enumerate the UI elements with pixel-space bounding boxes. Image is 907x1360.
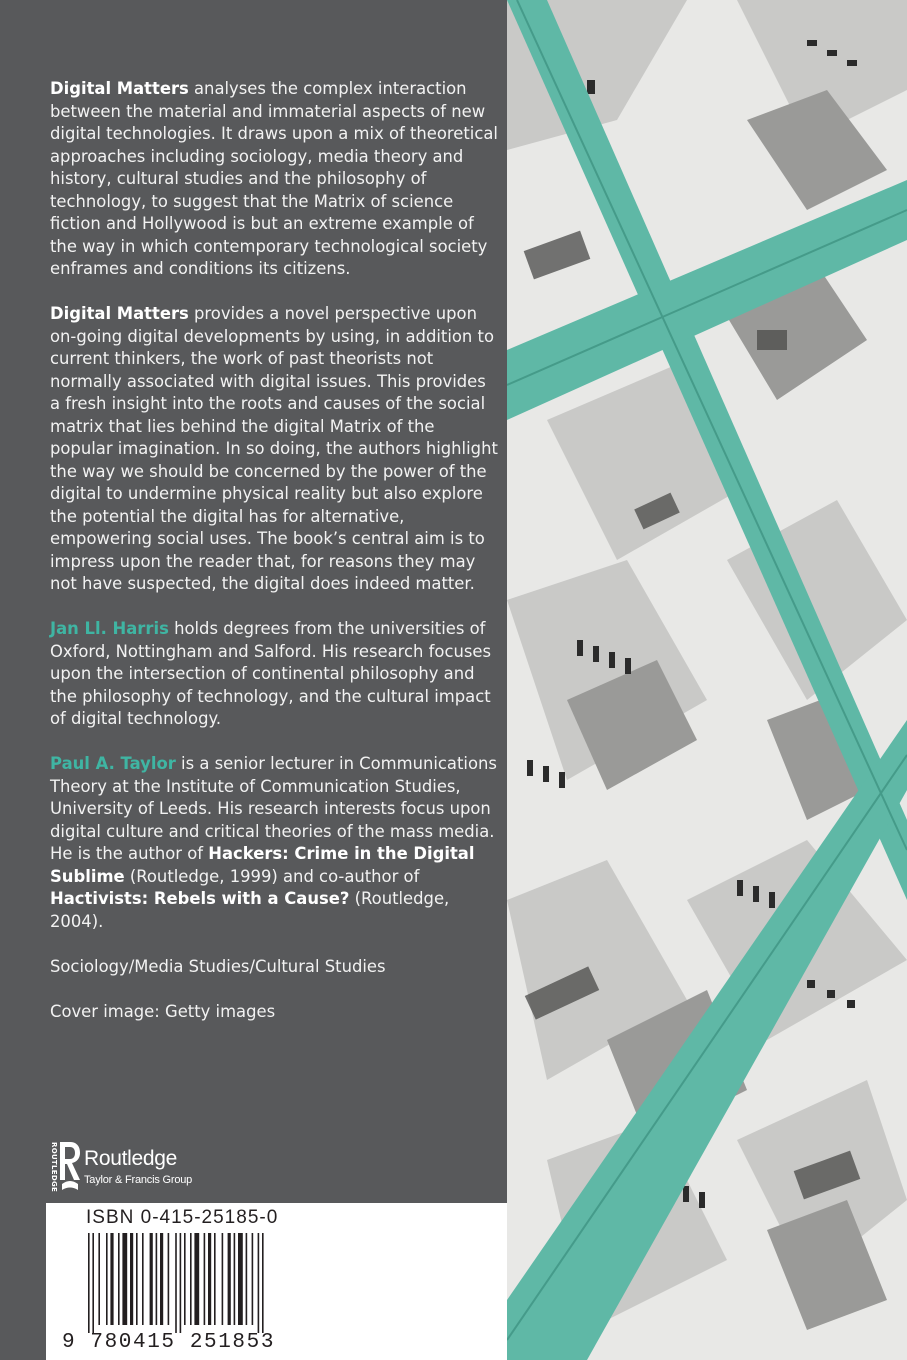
barcode-bar — [180, 1233, 182, 1333]
author-bio-taylor: Paul A. Taylor is a senior lecturer in Communications Theory at the Institute of Communication Studies, University of Leeds. His research interests focus upon digital culture and critical theories of the mass media. He is the author of Hackers: Crime in the Digital Sublime (Routledge, 1999) and co-author of Hactivists: Rebels with a Cause? (Routledge, 2004). — [50, 754, 497, 931]
blurb-paragraph-1: Digital Matters analyses the complex interaction between the material and immaterial aspects of new digital technologies. It draws upon a mix of theoretical approaches including sociology, media theory and history, cultural studies and the philosophy of technology, to suggest that the Matrix of science fiction and Hollywood is but an extreme example of the way in which contemporary technological society enframes and conditions its citizens. — [50, 79, 498, 278]
book-title-hactivists: Hactivists: Rebels with a Cause? — [50, 889, 350, 908]
publisher-logo — [46, 1140, 346, 1192]
barcode-bar — [194, 1233, 199, 1325]
barcode-bar — [228, 1233, 231, 1325]
barcode-bar — [262, 1233, 264, 1333]
blurb-paragraph-2: Digital Matters provides a novel perspective upon on-going digital developments by using, in addition to current thinkers, the work of past theorists not normally associated with digital issues. This provides a fresh insight into the roots and causes of the social matrix that lies behind the digital Matrix of the popular imagination. In so doing, the authors highlight the way we should be concerned by the power of the digital to undermine physical reality but also explore the potential the digital has for alternative, empowering social uses. The book’s central aim is to impress upon the reader that, for reasons they may not have suspected, the digital does indeed matter. — [50, 304, 498, 593]
routledge-r-icon — [58, 1140, 82, 1192]
barcode-bar — [122, 1233, 127, 1325]
subject-categories: Sociology/Media Studies/Cultural Studies — [50, 956, 386, 976]
title-emphasis: Digital Matters — [50, 79, 189, 98]
barcode-bar — [150, 1233, 153, 1325]
barcode-bar — [246, 1233, 248, 1325]
barcode — [86, 1233, 306, 1333]
barcode-bar — [88, 1233, 90, 1333]
barcode-bar — [184, 1233, 186, 1325]
barcode-bar — [214, 1233, 216, 1325]
barcode-bar — [234, 1233, 236, 1325]
barcode-bar — [98, 1233, 100, 1325]
barcode-bar — [168, 1233, 170, 1325]
title-emphasis: Digital Matters — [50, 304, 189, 323]
barcode-bar — [208, 1233, 211, 1325]
isbn-label: ISBN 0-415-25185-0 — [86, 1207, 279, 1228]
barcode-bar — [142, 1233, 144, 1325]
barcode-bar — [238, 1233, 243, 1325]
cover-credit: Cover image: Getty images — [50, 1001, 276, 1021]
barcode-box — [46, 1203, 507, 1360]
barcode-bar — [190, 1233, 192, 1325]
barcode-digits: 9 780415 251853 — [62, 1331, 276, 1354]
barcode-bar — [136, 1233, 138, 1325]
barcode-bar — [130, 1233, 133, 1325]
publisher-vertical-text: ROUTLEDGE — [50, 1142, 58, 1193]
barcode-bar — [110, 1233, 113, 1325]
publisher-group: Taylor & Francis Group — [84, 1174, 193, 1186]
author-name-taylor: Paul A. Taylor — [50, 754, 176, 773]
barcode-bar — [118, 1233, 120, 1325]
cover-aerial-city-image — [507, 0, 907, 1360]
barcode-bar — [160, 1233, 163, 1325]
barcode-bar — [252, 1233, 254, 1325]
barcode-bar — [204, 1233, 206, 1325]
barcode-bar — [175, 1233, 177, 1333]
author-name-harris: Jan Ll. Harris — [50, 619, 169, 638]
barcode-bar — [92, 1233, 94, 1333]
blurb — [50, 78, 498, 1046]
publisher-name: Routledge — [84, 1147, 178, 1170]
barcode-bar — [106, 1233, 108, 1325]
barcode-bar — [222, 1233, 224, 1325]
barcode-bar — [156, 1233, 158, 1325]
book-title-hackers: Hackers: Crime in the Digital Sublime — [50, 844, 475, 886]
barcode-bar — [258, 1233, 260, 1333]
author-bio-harris: Jan Ll. Harris holds degrees from the universities of Oxford, Nottingham and Salford. His research focuses upon the intersection of continental philosophy and the philosophy of technology, and the cultural impact of digital technology. — [50, 619, 492, 728]
